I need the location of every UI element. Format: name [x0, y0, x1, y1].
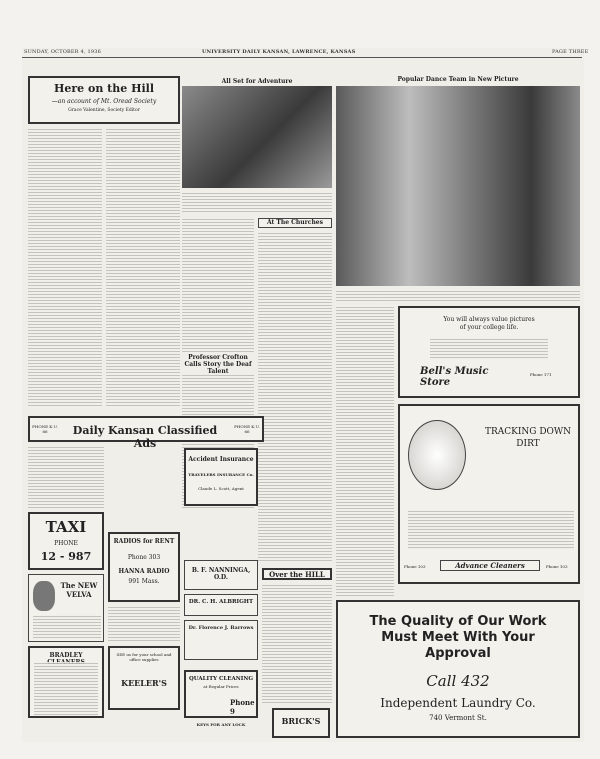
bells-copy	[430, 338, 548, 360]
velva-copy	[33, 615, 101, 639]
keelers-sub: SEE us for your school and office supplies	[116, 652, 172, 662]
bells-line1: You will always value pictures	[443, 316, 535, 323]
radios-phone: Phone 303	[127, 554, 161, 561]
adventure-caption	[182, 192, 332, 212]
churches-heading	[258, 218, 332, 228]
classified-title: Daily Kansan Classified Ads	[72, 424, 218, 450]
accident-company: TRAVELERS INSURANCE Co.	[188, 472, 254, 477]
classified-phone-right: PHONE K.U. 66	[234, 424, 260, 434]
adventure-title: All Set for Adventure	[221, 78, 293, 85]
radios-ad	[108, 532, 180, 602]
bradley-ad	[28, 646, 104, 718]
radios-title: RADIOS for RENT	[113, 538, 175, 545]
albright-name: DR. C. H. ALBRIGHT	[188, 599, 254, 605]
advance-title: TRACKING DOWN DIRT	[484, 427, 572, 449]
laundry-line2: Must Meet With Your	[381, 630, 535, 645]
churches-title: At The Churches	[266, 219, 323, 226]
masthead: UNIVERSITY DAILY KANSAN, LAWRENCE, KANSAS	[202, 49, 356, 55]
laundry-ad	[336, 600, 580, 738]
right-column	[336, 306, 394, 596]
dance-photo	[336, 86, 580, 286]
laundry-address: 740 Vermont St.	[429, 714, 487, 722]
dance-caption	[336, 290, 580, 302]
header-rule	[22, 57, 582, 58]
velva-ad	[28, 574, 104, 642]
barrows-card	[184, 620, 258, 660]
taxi-ad	[28, 512, 104, 570]
laundry-line1: The Quality of Our Work	[369, 614, 547, 629]
laundry-name: Independent Laundry Co.	[380, 696, 536, 710]
cleaning-sub: at Regular Prices	[203, 684, 239, 689]
page-date: SUNDAY, OCTOBER 4, 1936	[24, 49, 101, 55]
bells-line2: of your college life.	[459, 324, 519, 331]
keys-title: KEYS FOR ANY LOCK	[196, 722, 246, 727]
hill-title: Here on the Hill	[53, 82, 154, 95]
accident-ad	[184, 448, 258, 506]
accident-title: Accident Insurance	[188, 456, 254, 463]
bricks-title: BRICK'S	[281, 716, 321, 726]
crofton-title: Professor Crofton Calls Story the Deaf Talent	[182, 354, 254, 375]
hill-editor: Grace Valentine, Society Editor	[68, 108, 140, 113]
bradley-title: BRADLEY	[49, 652, 83, 659]
keelers-ad	[108, 646, 180, 710]
churches-column	[258, 232, 332, 562]
radios-address: 991 Mass.	[128, 578, 160, 585]
advance-phone-left: Phone 103	[404, 564, 426, 569]
cleaning-phone: Phone 9	[230, 698, 255, 716]
nanninga-card	[184, 560, 258, 590]
hill-column-right	[106, 128, 180, 408]
over-hill-column	[262, 584, 332, 704]
bells-phone: Phone 171	[530, 372, 552, 377]
radios-name: HANNA RADIO	[118, 568, 170, 575]
bricks-ad	[272, 708, 330, 738]
taxi-phone-label: PHONE	[54, 540, 78, 547]
bradley-copy	[34, 662, 98, 716]
laundry-line3: Approval	[425, 646, 491, 661]
albright-card	[184, 594, 258, 616]
cleaning-ad	[184, 670, 258, 718]
adventure-photo	[182, 86, 332, 188]
page-number: PAGE THREE	[552, 49, 589, 55]
advance-copy	[408, 510, 574, 550]
over-hill-heading	[262, 568, 332, 580]
classified-listings	[28, 446, 104, 508]
hill-column-left	[28, 128, 102, 408]
wavo-ad	[108, 606, 180, 642]
advance-ad	[398, 404, 580, 584]
hill-subtitle: —an account of Mt. Oread Society	[51, 98, 157, 105]
dance-title: Popular Dance Team in New Picture	[397, 76, 519, 83]
advance-logo: Advance Cleaners	[440, 560, 540, 571]
taxi-title: TAXI	[45, 518, 87, 536]
cleaning-title: QUALITY CLEANING	[188, 676, 254, 682]
barrows-name: Dr. Florence J. Barrows	[188, 625, 254, 631]
over-hill-title: Over the HILL	[269, 570, 325, 579]
advance-illustration	[408, 420, 466, 490]
taxi-number: 12 - 987	[40, 550, 92, 563]
accident-agent: Claude L. Scott, Agent	[198, 486, 244, 491]
classified-banner	[28, 416, 264, 450]
advance-phone-right: Phone 103	[546, 564, 568, 569]
newspaper-page	[22, 48, 589, 742]
velva-title: The NEW VELVA	[60, 581, 98, 599]
velva-portrait	[33, 581, 55, 611]
hill-heading-box	[28, 76, 180, 124]
laundry-call: Call 432	[426, 672, 490, 690]
bells-logo: Bell's Music Store	[420, 366, 489, 388]
nanninga-name: B. F. NANNINGA, O.D.	[191, 567, 251, 581]
keelers-title: KEELER'S	[121, 678, 167, 688]
classified-phone-left: PHONE K.U. 66	[32, 424, 58, 434]
bells-ad	[398, 306, 580, 398]
